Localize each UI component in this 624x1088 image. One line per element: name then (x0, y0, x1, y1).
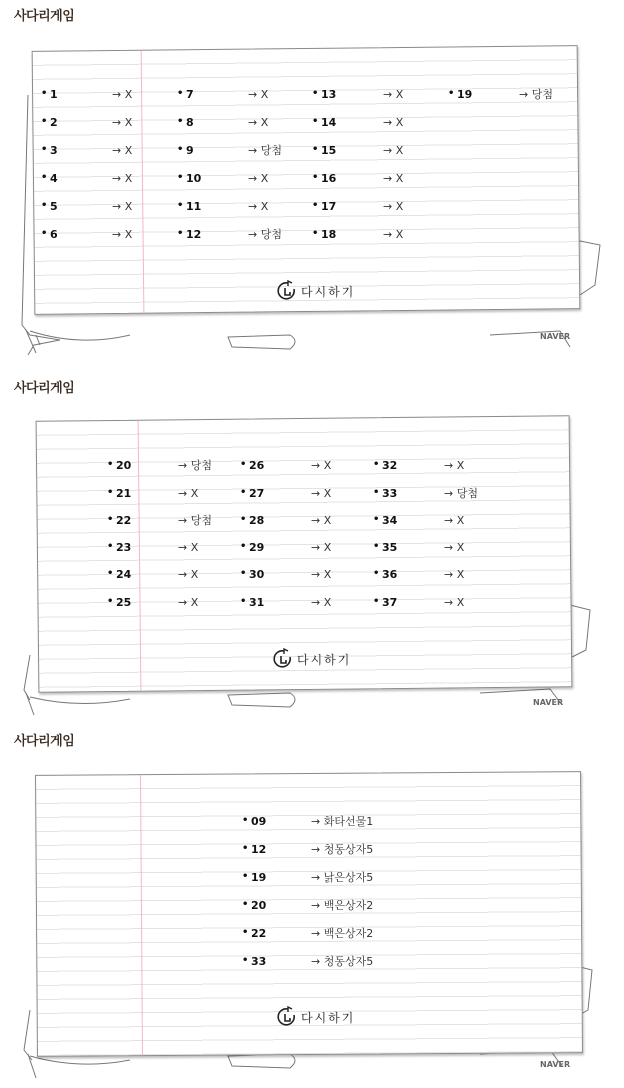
retry-label: 다시하기 (297, 652, 352, 667)
retry-label: 다시하기 (301, 1010, 356, 1025)
result-row: • 16 → X (321, 171, 451, 187)
naver-logo: NAVER (540, 332, 571, 341)
result-row: • 18 → X (321, 227, 451, 243)
retry-button[interactable] (271, 647, 351, 671)
result-row: • 27 → X (249, 486, 379, 502)
result-row: • 28 → X (249, 513, 379, 529)
result-row: • 22 → 백은상자2 (251, 926, 451, 942)
result-row: • 25 → X (116, 595, 246, 611)
result-row: • 31 → X (249, 595, 379, 611)
result-row: • 26 → X (249, 458, 379, 474)
result-row: • 2 → X (50, 115, 180, 131)
result-row: • 21 → X (116, 486, 246, 502)
result-row: • 34 → X (382, 513, 512, 529)
result-row: • 09 → 화타선물1 (251, 814, 451, 830)
retry-label: 다시하기 (301, 284, 356, 299)
result-row: • 29 → X (249, 540, 379, 556)
result-row: • 23 → X (116, 540, 246, 556)
result-row: • 15 → X (321, 143, 451, 159)
result-row: • 8 → X (186, 115, 316, 131)
result-row: • 37 → X (382, 595, 512, 611)
section-title: 사다리게임 (14, 734, 75, 749)
result-row: • 6 → X (50, 227, 180, 243)
result-row: • 12 → 당첨 (186, 227, 316, 243)
refresh-icon (271, 648, 293, 670)
result-row: • 1 → X (50, 87, 180, 103)
naver-logo: NAVER (533, 698, 564, 707)
result-row: • 19 → 당첨 (457, 87, 587, 103)
result-row: • 5 → X (50, 199, 180, 215)
section-title: 사다리게임 (14, 9, 75, 24)
result-row: • 14 → X (321, 115, 451, 131)
section-title: 사다리게임 (14, 381, 75, 396)
result-row: • 4 → X (50, 171, 180, 187)
refresh-icon (275, 280, 297, 302)
refresh-icon (275, 1006, 297, 1028)
result-row: • 13 → X (321, 87, 451, 103)
result-row: • 20 → 백은상자2 (251, 898, 451, 914)
result-row: • 3 → X (50, 143, 180, 159)
result-row: • 32 → X (382, 458, 512, 474)
result-row: • 12 → 청동상자5 (251, 842, 451, 858)
result-row: • 19 → 낡은상자5 (251, 870, 451, 886)
ladder-result-widget-3 (0, 760, 624, 1088)
result-row: • 20 → 당첨 (116, 458, 246, 474)
ladder-result-widget-1 (0, 35, 624, 355)
result-row: • 11 → X (186, 199, 316, 215)
result-row: • 30 → X (249, 567, 379, 583)
result-row: • 9 → 당첨 (186, 143, 316, 159)
retry-button[interactable] (275, 279, 355, 303)
result-row: • 35 → X (382, 540, 512, 556)
result-row: • 33 → 당첨 (382, 486, 512, 502)
ladder-result-widget-2 (0, 405, 624, 725)
result-row: • 33 → 청동상자5 (251, 954, 451, 970)
retry-button[interactable] (275, 1005, 355, 1029)
result-row: • 36 → X (382, 567, 512, 583)
margin-line (140, 775, 143, 1055)
naver-logo: NAVER (540, 1060, 571, 1069)
result-row: • 7 → X (186, 87, 316, 103)
result-row: • 22 → 당첨 (116, 513, 246, 529)
result-row: • 24 → X (116, 567, 246, 583)
result-row: • 10 → X (186, 171, 316, 187)
result-row: • 17 → X (321, 199, 451, 215)
